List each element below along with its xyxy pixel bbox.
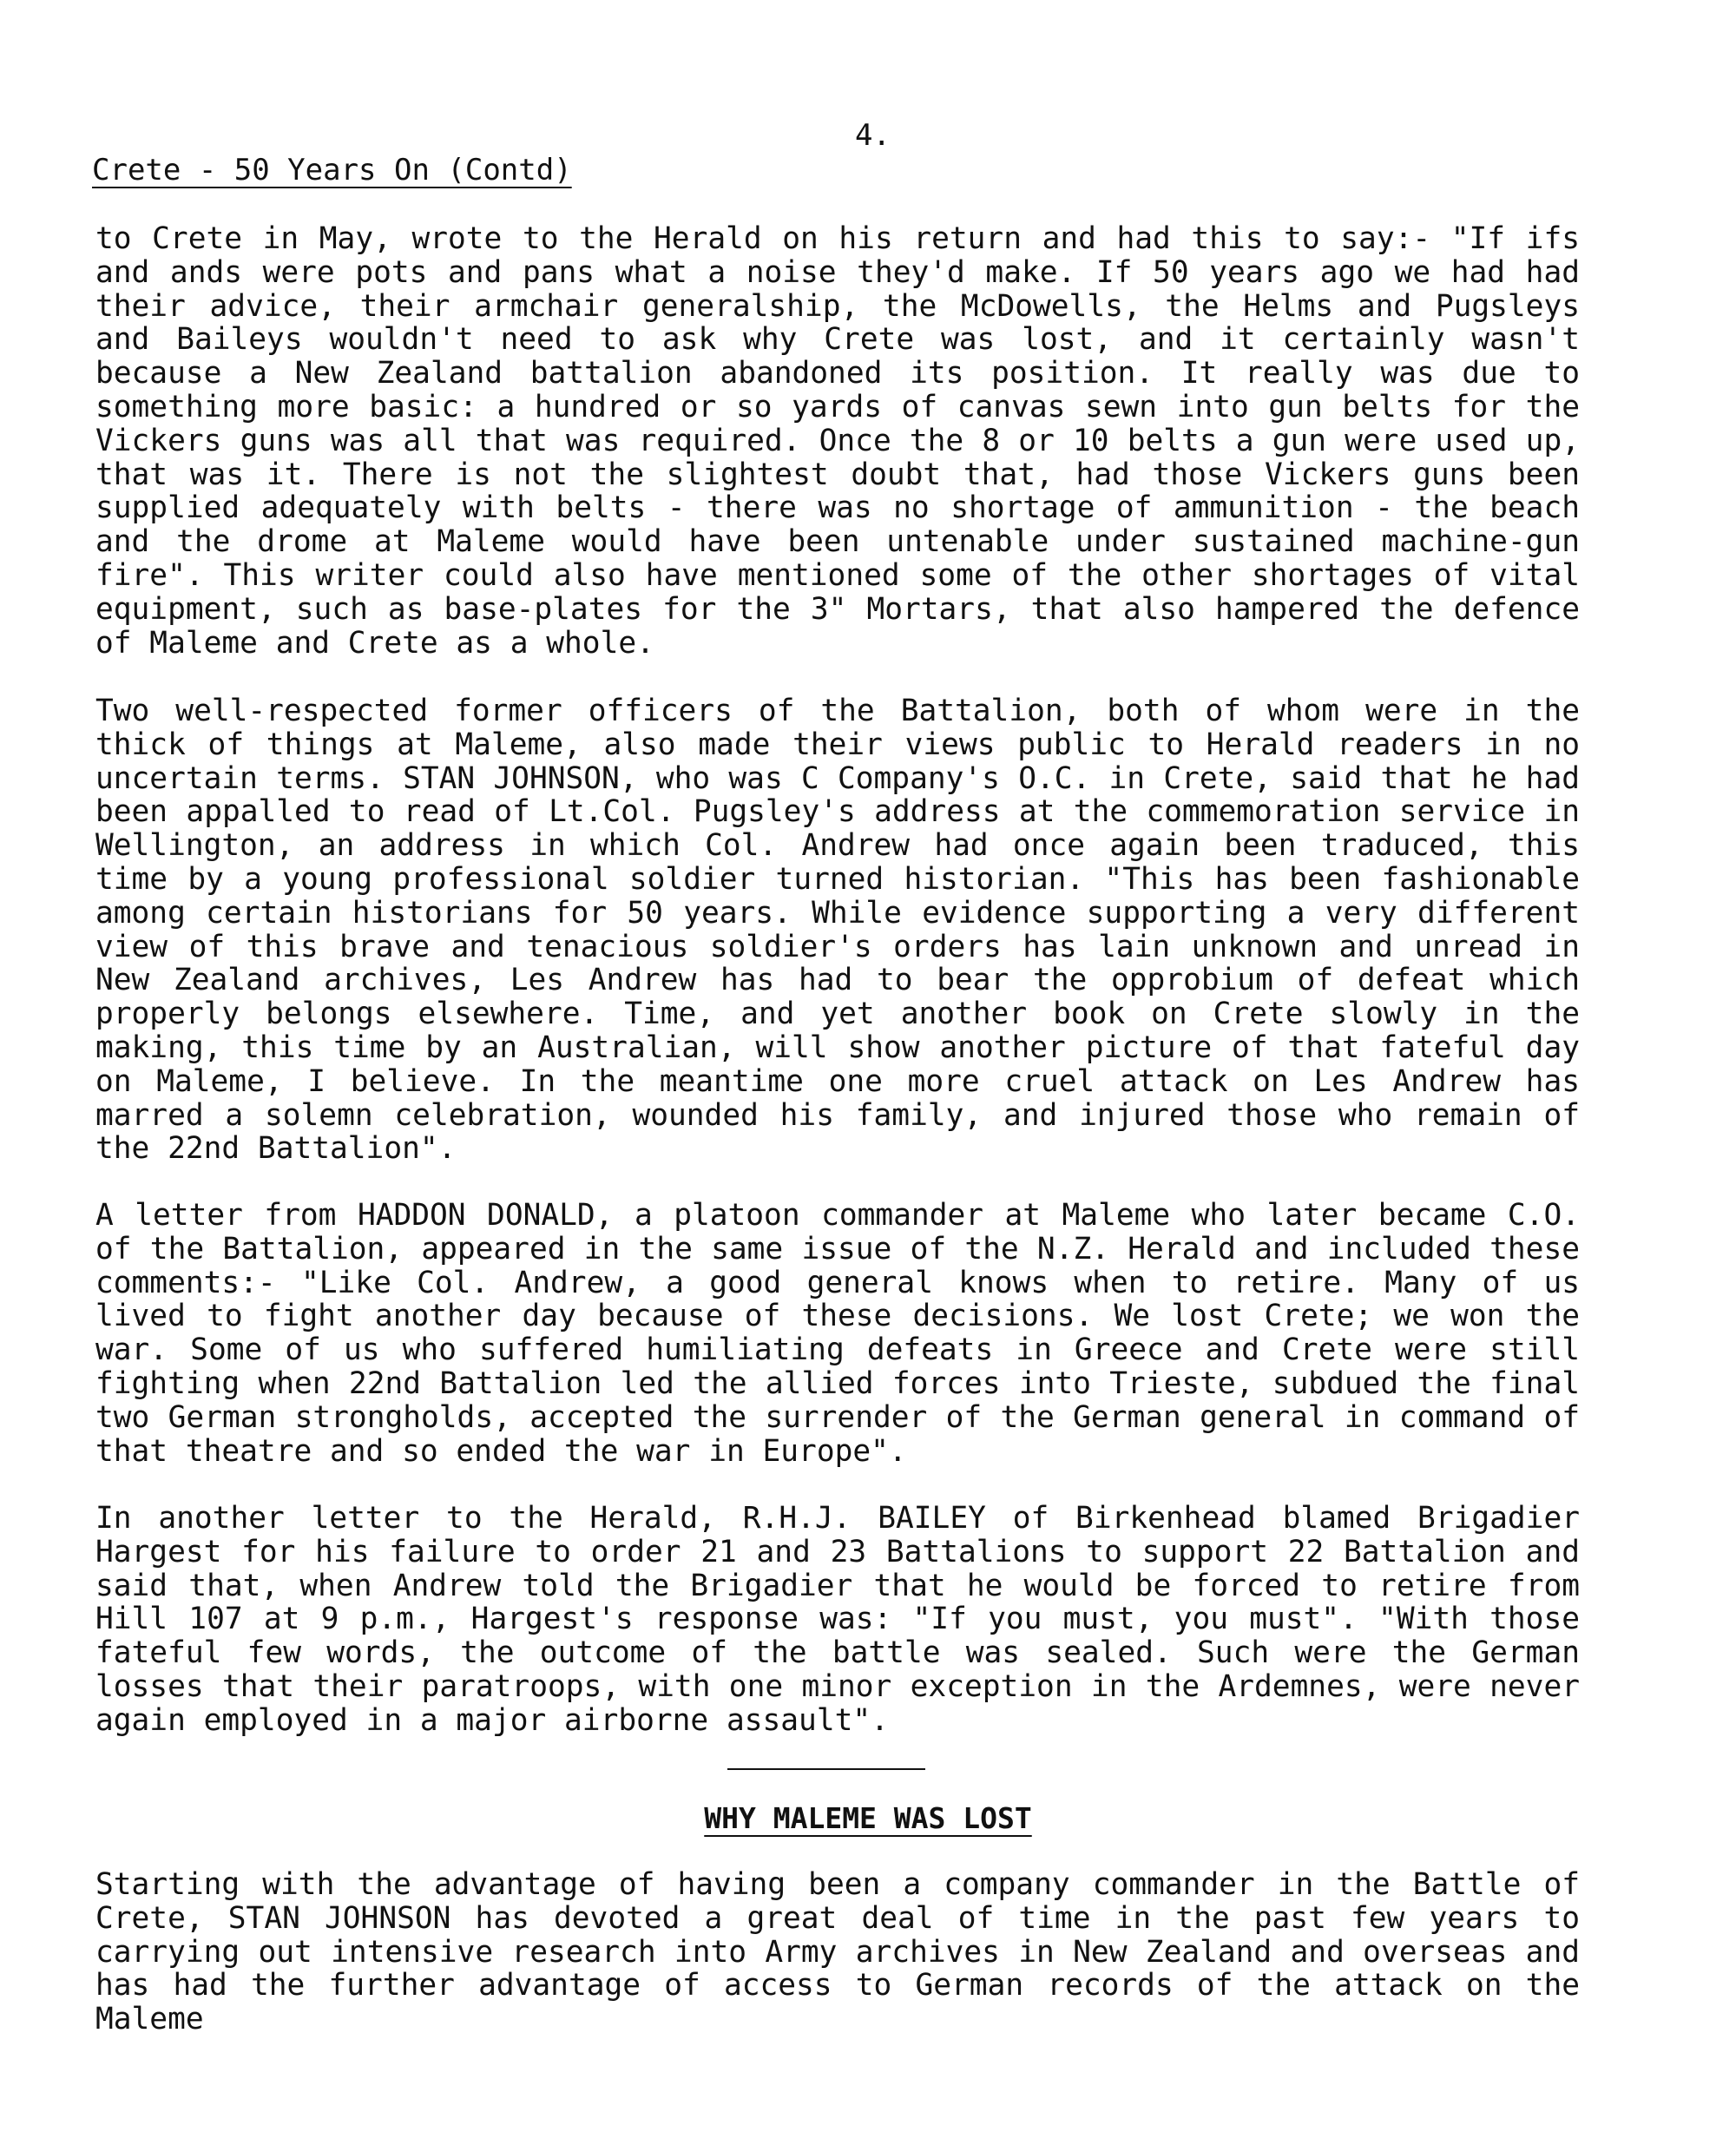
paragraph-why-maleme-intro: Starting with the advantage of having been a company commander in the Battle of Crete, STAN JOHNSON has devoted a great deal of time in the past few years to carrying out intensive research into Army archives in New Zealand and overseas and has had the further advantage of access to German records of the attack on the Maleme	[95, 1867, 1580, 2037]
page-number: 4.	[855, 118, 891, 153]
paragraph-haddon-donald-letter: A letter from HADDON DONALD, a platoon commander at Maleme who later became C.O. of the Battalion, appeared in the same issue of the N.Z. Herald and included these comments:- "Like Col. Andrew, a good general knows when to retire. Many of us lived to fight another day because of these decisions. We lost Crete; we won the war. Some of us who suffered humiliating defeats in Greece and Crete were still fighting when 22nd Battalion led the allied forces into Trieste, subdued the final two German strongholds, accepted the surrender of the German general in command of that theatre and so ended the war in Europe".	[95, 1198, 1580, 1469]
paragraph-stan-johnson-letter: Two well-respected former officers of the Battalion, both of whom were in the thick of things at Maleme, also made their views public to Herald readers in no uncertain terms. STAN JOHNSON, who was C Company's O.C. in Crete, said that he had been appalled to read of Lt.Col. Pugsley's address at the commemoration service in Wellington, an address in which Col. Andrew had once again been traduced, this time by a young professional soldier turned historian. "This has been fashionable among certain historians for 50 years. While evidence supporting a very different view of this brave and tenacious soldier's orders has lain unknown and unread in New Zealand archives, Les Andrew has had to bear the opprobium of defeat which properly belongs elsewhere. Time, and yet another book on Crete slowly in the making, this time by an Australian, will show another picture of that fateful day on Maleme, I believe. In the meantime one more cruel attack on Les Andrew has marred a solemn celebration, wounded his family, and injured those who remain of the 22nd Battalion".	[95, 694, 1580, 1167]
paragraph-herald-letter: to Crete in May, wrote to the Herald on his return and had this to say:- "If ifs and ands were pots and pans what a noise they'd make. If 50 years ago we had had their advice, their armchair generalship, the McDowells, the Helms and Pugsleys and Baileys wouldn't need to ask why Crete was lost, and it certainly wasn't because a New Zealand battalion abandoned its position. It really was due to something more basic: a hundred or so yards of canvas sewn into gun belts for the Vickers guns was all that was required. Once the 8 or 10 belts a gun were used up, that was it. There is not the slightest doubt that, had those Vickers guns been supplied adequately with belts - there was no shortage of ammunition - the beach and the drome at Maleme would have been untenable under sustained machine-gun fire". This writer could also have mentioned some of the other shortages of vital equipment, such as base-plates for the 3" Mortars, that also hampered the defence of Maleme and Crete as a whole.	[95, 221, 1580, 661]
section-divider	[727, 1768, 925, 1770]
section-heading-text: WHY MALEME WAS LOST	[704, 1801, 1032, 1835]
section-heading	[0, 1801, 1736, 1836]
running-head: Crete - 50 Years On (Contd)	[92, 153, 572, 188]
paragraph-bailey-letter: In another letter to the Herald, R.H.J. BAILEY of Birkenhead blamed Brigadier Hargest for his failure to order 21 and 23 Battalions to support 22 Battalion and said that, when Andrew told the Brigadier that he would be forced to retire from Hill 107 at 9 p.m., Hargest's response was: "If you must, you must". "With those fateful few words, the outcome of the battle was sealed. Such were the German losses that their paratroops, with one minor exception in the Ardemnes, were never again employed in a major airborne assault".	[95, 1501, 1580, 1738]
